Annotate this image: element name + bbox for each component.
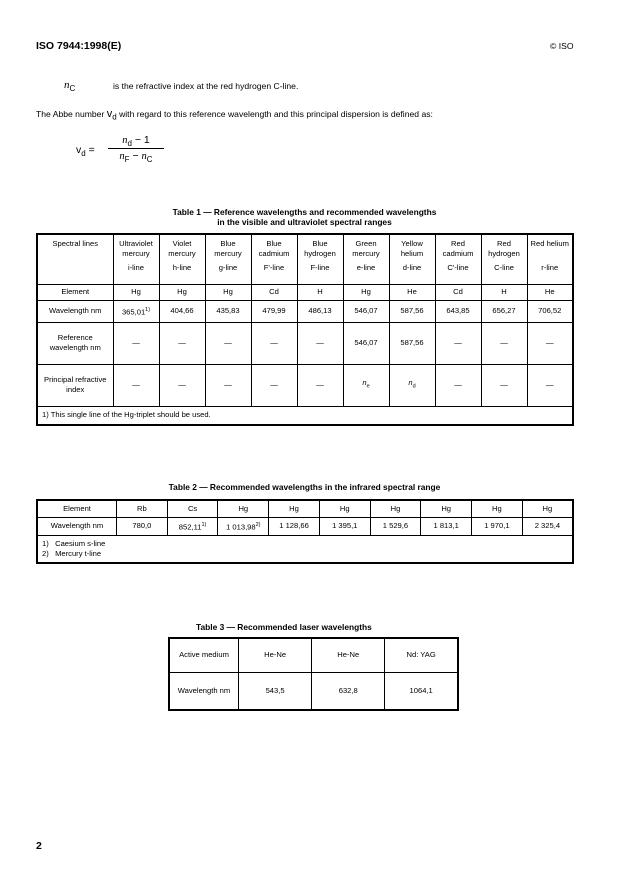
- wavelength-cell: [481, 300, 527, 322]
- wavelength-cell: [370, 517, 421, 535]
- row-label: Spectral lines: [37, 234, 113, 284]
- text: −: [129, 150, 142, 162]
- symbol: n: [122, 135, 128, 146]
- numerator: [108, 134, 164, 149]
- element-cell: Hg: [205, 284, 251, 300]
- element-cell: H: [297, 284, 343, 300]
- copyright: © ISO: [550, 41, 574, 51]
- wavelength-cell: [343, 300, 389, 322]
- principal-index-cell: [297, 364, 343, 406]
- table-row: [37, 300, 573, 322]
- lhs: v: [76, 144, 82, 156]
- value: 656,27: [492, 306, 516, 315]
- line-designation: F-line: [310, 263, 330, 272]
- line-name: Red hydrogen: [488, 239, 520, 258]
- table-row: [37, 234, 573, 284]
- principal-index-cell: [343, 364, 389, 406]
- wavelength-cell: [319, 517, 370, 535]
- element-cell: Hg: [522, 500, 573, 517]
- wavelength-cell: [218, 517, 269, 535]
- reference-cell: —: [481, 322, 527, 364]
- subscript: d: [112, 112, 117, 122]
- reference-cell: 546,07: [343, 322, 389, 364]
- table-row: [37, 364, 573, 406]
- subscript: d: [412, 383, 416, 390]
- value: 1 529,6: [382, 521, 409, 530]
- nc-description: is the refractive index at the red hydrogen C-line.: [113, 81, 299, 91]
- wavelength-cell: [297, 300, 343, 322]
- value: n: [362, 378, 367, 388]
- value: 435,83: [216, 306, 240, 315]
- line-name: Yellow helium: [400, 239, 424, 258]
- spectral-line-header: [343, 234, 389, 284]
- table2: [36, 499, 574, 564]
- row-label: Wavelength nm: [37, 517, 117, 535]
- subscript: C: [69, 84, 76, 94]
- document-id: ISO 7944:1998(E): [36, 40, 122, 52]
- value: 479,99: [262, 306, 286, 315]
- value: —: [224, 380, 232, 389]
- spectral-line-header: [389, 234, 435, 284]
- line-name: Green mercury: [352, 239, 380, 258]
- line-designation: e-line: [356, 263, 376, 272]
- nc-symbol: [64, 79, 75, 93]
- element-cell: Hg: [343, 284, 389, 300]
- table3-caption: Table 3 — Recommended laser wavelengths: [196, 622, 372, 632]
- symbol: n: [141, 151, 147, 162]
- table3: [168, 637, 459, 711]
- wavelength-cell: [113, 300, 159, 322]
- line-name: Blue cadmium: [258, 239, 290, 258]
- footnote-ref: 1): [145, 306, 151, 313]
- text: The Abbe number: [36, 109, 105, 119]
- line-designation: C-line: [494, 263, 514, 272]
- wavelength-cell: [117, 517, 168, 535]
- line-name: Red cadmium: [442, 239, 474, 258]
- table1: [36, 233, 574, 426]
- principal-index-cell: [113, 364, 159, 406]
- table-row: [37, 535, 573, 563]
- reference-cell: —: [527, 322, 573, 364]
- subscript: e: [366, 383, 370, 390]
- value: 643,85: [446, 306, 470, 315]
- spectral-line-header: [481, 234, 527, 284]
- value: 546,07: [354, 306, 378, 315]
- line-designation: C'-line: [447, 263, 469, 272]
- value: 1 395,1: [332, 521, 358, 530]
- footnote: 2) Mercury t-line: [42, 548, 102, 558]
- value: 852,11: [178, 522, 202, 532]
- value: 404,66: [170, 306, 194, 315]
- symbol: v: [106, 108, 113, 120]
- principal-index-cell: [251, 364, 297, 406]
- equals: =: [88, 144, 95, 156]
- value: 1 013,98: [226, 522, 256, 532]
- wavelength-cell: [389, 300, 435, 322]
- line-name: Violet mercury: [168, 239, 196, 258]
- reference-cell: —: [205, 322, 251, 364]
- wavelength-cell: [251, 300, 297, 322]
- reference-cell: 587,56: [389, 322, 435, 364]
- value: 486,13: [308, 306, 332, 315]
- row-label: Active medium: [169, 638, 239, 672]
- line-designation: F'-line: [263, 263, 285, 272]
- wavelength-cell: [435, 300, 481, 322]
- reference-cell: —: [435, 322, 481, 364]
- wavelength-cell: [269, 517, 320, 535]
- footnote-ref: 1): [201, 521, 207, 528]
- footnote-ref: 2): [255, 521, 261, 528]
- spectral-line-header: [527, 234, 573, 284]
- line-designation: i-line: [127, 263, 145, 272]
- wavelength-cell: [205, 300, 251, 322]
- spectral-line-header: [205, 234, 251, 284]
- table-row: [37, 284, 573, 300]
- line-designation: d-line: [402, 263, 422, 272]
- table1-caption: [36, 207, 573, 227]
- text: with regard to this reference wavelength and this principal dispersion is defined as:: [119, 109, 433, 119]
- value: —: [545, 380, 554, 389]
- line-designation: g-line: [218, 263, 238, 272]
- wavelength-cell: [527, 300, 573, 322]
- principal-index-cell: [159, 364, 205, 406]
- table-footnotes: [37, 535, 573, 563]
- row-label: Reference wavelength nm: [37, 322, 113, 364]
- line-designation: r-line: [541, 263, 559, 272]
- line-designation: h-line: [172, 263, 192, 272]
- reference-cell: —: [113, 322, 159, 364]
- abbe-sentence: [36, 108, 433, 122]
- reference-cell: —: [297, 322, 343, 364]
- element-cell: Hg: [370, 500, 421, 517]
- value: —: [178, 380, 186, 389]
- wavelength-cell: [421, 517, 472, 535]
- reference-cell: —: [251, 322, 297, 364]
- value: 1 128,66: [279, 521, 309, 530]
- denominator: [108, 150, 164, 164]
- value: 587,56: [400, 306, 424, 315]
- spectral-line-header: [297, 234, 343, 284]
- caption-line: Table 1 — Reference wavelengths and recommended wavelengths: [172, 207, 437, 217]
- table-row: [37, 500, 573, 517]
- page-number: 2: [36, 840, 42, 852]
- value: 365,01: [121, 307, 146, 317]
- value: 706,52: [538, 306, 562, 315]
- value: 2 325,4: [534, 521, 561, 530]
- wavelength-cell: [159, 300, 205, 322]
- principal-index-cell: [527, 364, 573, 406]
- row-label: Element: [37, 500, 117, 517]
- table-footnote: 1) This single line of the Hg-triplet should be used.: [37, 406, 573, 425]
- table-row: [37, 406, 573, 425]
- table-row: [169, 672, 458, 710]
- wavelength-cell: 543,5: [239, 672, 312, 710]
- principal-index-cell: [205, 364, 251, 406]
- line-name: Red helium: [530, 239, 569, 248]
- element-cell: H: [481, 284, 527, 300]
- element-cell: Hg: [159, 284, 205, 300]
- element-cell: Cd: [435, 284, 481, 300]
- principal-index-cell: [481, 364, 527, 406]
- symbol: n: [64, 79, 70, 91]
- medium-cell: He-Ne: [239, 638, 312, 672]
- wavelength-cell: [472, 517, 523, 535]
- value: —: [500, 380, 508, 389]
- row-label: Wavelength nm: [169, 672, 239, 710]
- element-cell: He: [389, 284, 435, 300]
- table-row: [37, 322, 573, 364]
- text: − 1: [131, 134, 150, 146]
- element-cell: Hg: [421, 500, 472, 517]
- wavelength-cell: [522, 517, 573, 535]
- footnote: 1) Caesium s-line: [42, 538, 106, 548]
- medium-cell: He-Ne: [312, 638, 385, 672]
- row-label: Principal refractive index: [37, 364, 113, 406]
- line-name: Blue mercury: [214, 239, 242, 258]
- table2-caption: Table 2 — Recommended wavelengths in the infrared spectral range: [168, 482, 441, 492]
- spectral-line-header: [251, 234, 297, 284]
- line-name: Ultraviolet mercury: [119, 239, 153, 258]
- reference-cell: —: [159, 322, 205, 364]
- element-cell: Rb: [117, 500, 168, 517]
- subscript: C: [146, 155, 153, 165]
- element-cell: Hg: [218, 500, 269, 517]
- element-cell: Hg: [472, 500, 523, 517]
- value: —: [316, 380, 324, 389]
- element-cell: He: [527, 284, 573, 300]
- element-cell: Hg: [269, 500, 320, 517]
- value: —: [132, 380, 140, 389]
- caption-line: in the visible and ultraviolet spectral ranges: [217, 217, 392, 227]
- row-label: Wavelength nm: [37, 300, 113, 322]
- element-cell: Hg: [113, 284, 159, 300]
- subscript: F: [124, 155, 130, 165]
- spectral-line-header: [435, 234, 481, 284]
- symbol: n: [119, 151, 125, 162]
- wavelength-cell: 1064,1: [385, 672, 458, 710]
- table-row: [37, 517, 573, 535]
- value: 780,0: [132, 521, 152, 530]
- line-name: Blue hydrogen: [304, 239, 336, 258]
- element-cell: Cs: [167, 500, 218, 517]
- value: n: [408, 378, 413, 388]
- medium-cell: Nd: YAG: [385, 638, 458, 672]
- spectral-line-header: [159, 234, 205, 284]
- element-cell: Cd: [251, 284, 297, 300]
- wavelength-cell: [167, 517, 218, 535]
- value: —: [270, 380, 278, 389]
- value: 1 970,1: [484, 521, 510, 530]
- element-cell: Hg: [319, 500, 370, 517]
- spectral-line-header: [113, 234, 159, 284]
- subscript: d: [81, 149, 86, 159]
- subscript: d: [127, 139, 132, 149]
- row-label: Element: [37, 284, 113, 300]
- principal-index-cell: [435, 364, 481, 406]
- value: 1 813,1: [433, 521, 459, 530]
- principal-index-cell: [389, 364, 435, 406]
- wavelength-cell: 632,8: [312, 672, 385, 710]
- table-row: [169, 638, 458, 672]
- value: —: [454, 380, 462, 389]
